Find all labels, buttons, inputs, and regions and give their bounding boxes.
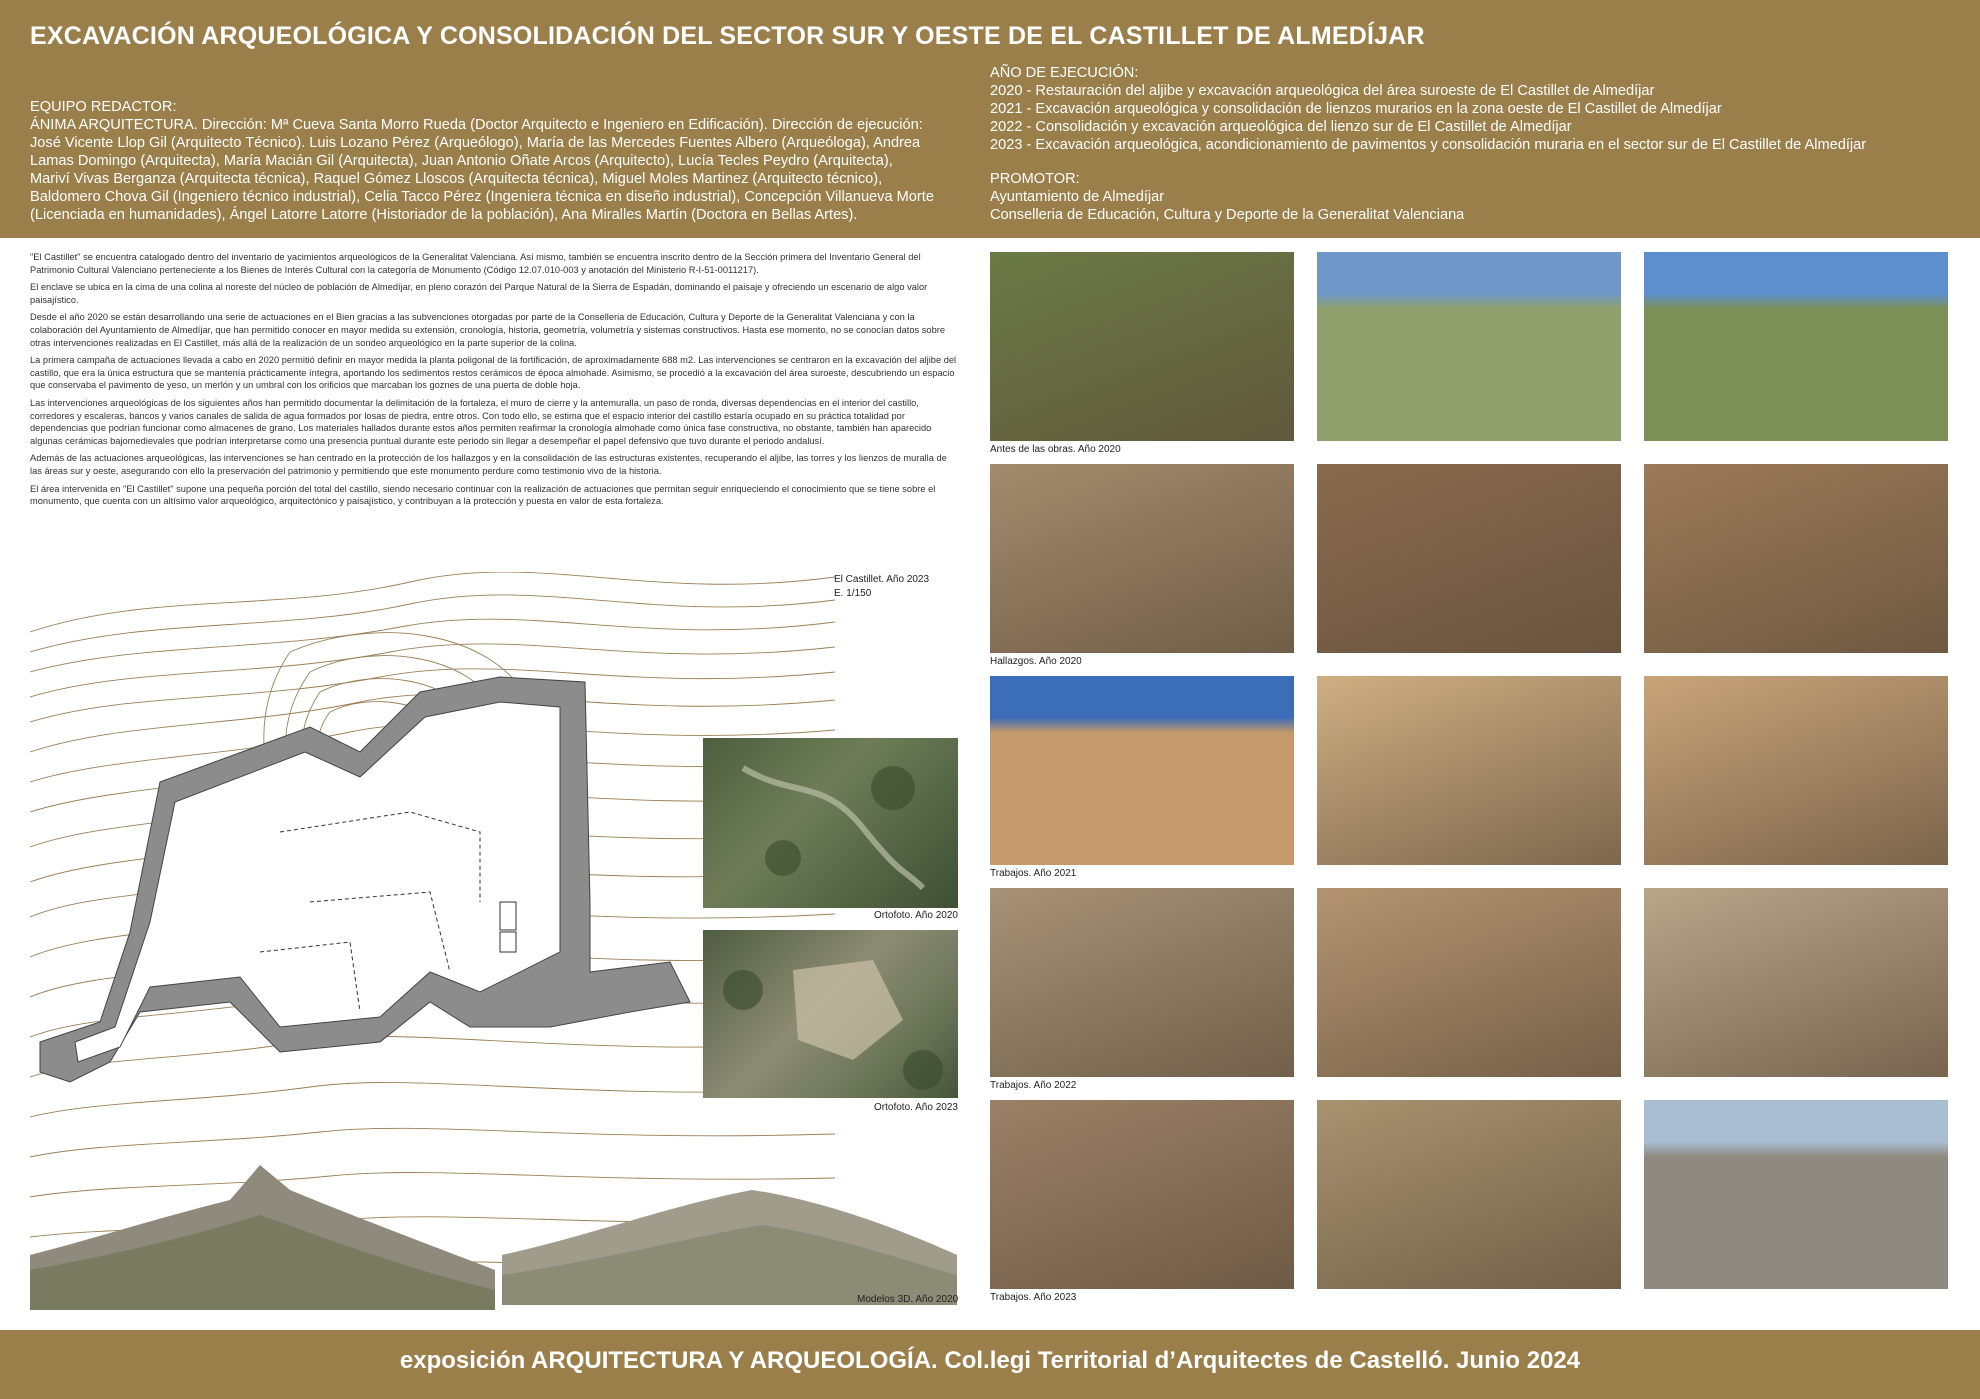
plan-scale: E. 1/150	[834, 588, 872, 599]
orthophoto-2023-texture	[703, 930, 958, 1098]
team-line: Lamas Domingo (Arquitecta), María Macián Gil (Arquitecta), Juan Antonio Oñate Arcos (Arquitecto), Lucía Tecles Peydro (Arquitecta),	[30, 153, 893, 169]
orthophoto-2023-caption: Ortofoto. Año 2023	[874, 1102, 958, 1113]
footer-text: exposición ARQUITECTURA Y ARQUEOLOGÍA. Col.legi Territorial d’Arquitectes de Castelló. Junio 2024	[399, 1347, 1581, 1374]
site-photo	[990, 464, 1294, 653]
orthophoto-2023	[703, 930, 958, 1098]
site-photo	[1644, 464, 1948, 653]
site-photo	[990, 252, 1294, 441]
site-photo	[1317, 252, 1621, 441]
site-photo	[990, 888, 1294, 1077]
team-line: José Vicente Llop Gil (Arquitecto Técnico). Luis Lozano Pérez (Arqueólogo), María de las Mercedes Fuentes Albero (Arqueóloga), Andrea	[30, 135, 921, 151]
3d-model-left	[30, 1160, 495, 1310]
description-paragraph: Además de las actuaciones arqueológicas, las intervenciones se han centrado en la protección de los hallazgos y en la consolidación de las estructuras existentes, recuperando el aljibe, las torres y los lienzos de muralla de las áreas sur y oeste, asegurando con ello la preservación del patrimonio y permitiendo que este monumento perdure como testimonio vivo de la historia.	[30, 453, 947, 476]
team-line: ÁNIMA ARQUITECTURA. Dirección: Mª Cueva Santa Morro Rueda (Doctor Arquitecto e Ingeniero en Edificación). Dirección de ejecución:	[30, 117, 923, 133]
orthophoto-2020-caption: Ortofoto. Año 2020	[874, 910, 958, 921]
years-line: 2021 - Excavación arqueológica y consolidación de lienzos murarios en la zona oeste de El Castillet de Almedíjar	[990, 101, 1722, 117]
promoter-block	[990, 170, 1950, 224]
description-paragraph: La primera campaña de actuaciones llevada a cabo en 2020 permitió definir en mayor medida la planta poligonal de la fortificación, de aproximadamente 688 m2. Las intervenciones se centraron en la excavación del aljibe del castillo, que era la única estructura que se mantenía prácticamente íntegra, aportando los sedimentos restos cerámicos de época almohade. Asimismo, se procedió a la excavación del área suroeste, descubriendo un espacio que conservaba el pavimento de yeso, un merlón y un umbral con los orificios que marcaban los goznes de una puerta de doble hoja.	[30, 355, 957, 391]
team-block	[30, 98, 970, 224]
execution-years-block	[990, 64, 1950, 154]
photo-caption: Trabajos. Año 2023	[990, 1292, 1077, 1303]
site-photo	[990, 676, 1294, 865]
team-line: (Licenciada en humanidades), Ángel Latorre Latorre (Historiador de la población), Ana Miralles Martín (Doctora en Bellas Artes).	[30, 207, 858, 223]
footer-band	[0, 1330, 1980, 1399]
orthophoto-2020	[703, 738, 958, 908]
3d-models-caption: Modelos 3D. Año 2020	[857, 1294, 959, 1305]
team-line: Mariví Vivas Berganza (Arquitecta técnica), Raquel Gómez Lloscos (Arquitecta técnica), Miguel Moles Martinez (Arquitecto técnico),	[30, 171, 883, 187]
description-paragraph: El área intervenida en "El Castillet" supone una pequeña porción del total del castillo, siendo necesario continuar con la realización de actuaciones que permitan seguir enriqueciendo el conocimiento que se tiene sobre el monumento, que cuenta con un altísimo valor arqueológico, arquitectónico y paisajístico, y contribuyan a la protección y puesta en valor de esta fortaleza.	[30, 483, 936, 507]
site-photo	[1317, 888, 1621, 1077]
promoter-line: Ayuntamiento de Almedíjar	[990, 189, 1165, 205]
description-paragraph: Las intervenciones arqueológicas de los siguientes años han permitido documentar la delimitación de la fortaleza, el muro de cierre y la antemuralla, un paso de ronda, diversas dependencias en el interior del castillo, corredores y escaleras, bancos y varios canales de salida de agua formados por losas de piedra, entre otros. Con todo ello, se estima que el espacio interior del castillo estaría ocupado en su práctica totalidad por dependencias que podrían funcionar como almacenes de grano. Los materiales hallados durante estos años permiten reafirmar la cronología almohade como única fase constructiva, no obstante, también han aparecido algunas cerámicas bajomedievales que podrían interpretarse como una presencia puntual durante este periodo sin llegar a desempeñar el papel defensivo que tuvo durante el periodo andalusí.	[30, 397, 932, 446]
site-photo	[1644, 888, 1948, 1077]
site-photo	[1644, 676, 1948, 865]
site-photo	[1644, 1100, 1948, 1289]
photo-caption: Trabajos. Año 2021	[990, 868, 1077, 879]
plan-label: El Castillet. Año 2023	[834, 574, 930, 585]
wall-details	[500, 902, 516, 952]
orthophoto-2020-texture	[703, 738, 958, 908]
site-photo	[1317, 676, 1621, 865]
3d-model-right	[502, 1175, 957, 1305]
description-text	[30, 251, 960, 513]
site-photo	[1644, 252, 1948, 441]
photo-caption: Antes de las obras. Año 2020	[990, 444, 1121, 455]
team-line: Baldomero Chova Gil (Ingeniero técnico industrial), Celia Tacco Pérez (Ingeniera técnica en diseño industrial), Concepción Villanueva Morte	[30, 189, 934, 205]
photo-caption: Hallazgos. Año 2020	[990, 656, 1082, 667]
description-paragraph: Desde el año 2020 se están desarrollando una serie de actuaciones en el Bien gracias a las subvenciones otorgadas por parte de la Conselleria de Educación, Cultura y Deporte de la Generalitat Valenciana y con la colaboración del Ayuntamiento de Almedíjar, que han permitido conocer en mayor medida su extensión, cronología, historia, geometría, volumetría y sistemas constructivos. Hasta ese momento, no se conocían datos sobre otras intervenciones realizadas en El Castillet, más allá de la realización de un sondeo arqueológico en la parte superior de la colina.	[30, 312, 946, 348]
promoter-line: PROMOTOR:	[990, 171, 1080, 187]
years-line: 2023 - Excavación arqueológica, acondicionamiento de pavimentos y consolidación muraria en el sector sur de El Castillet de Almedíjar	[990, 137, 1867, 153]
photo-caption: Trabajos. Año 2022	[990, 1080, 1077, 1091]
header-band	[0, 0, 1980, 238]
team-line: EQUIPO REDACTOR:	[30, 99, 177, 115]
site-photo	[1317, 464, 1621, 653]
years-line: 2022 - Consolidación y excavación arqueológica del lienzo sur de El Castillet de Almedíjar	[990, 119, 1572, 135]
site-photo	[990, 1100, 1294, 1289]
description-paragraph: El enclave se ubica en la cima de una colina al noreste del núcleo de población de Almedíjar, en pleno corazón del Parque Natural de la Sierra de Espadán, dominando el paisaje y ofreciendo un escenario de algo valor paisajístico.	[30, 282, 928, 305]
years-line: AÑO DE EJECUCIÓN:	[990, 65, 1139, 81]
years-line: 2020 - Restauración del aljibe y excavación arqueológica del área suroeste de El Castillet de Almedíjar	[990, 83, 1655, 99]
description-paragraph: "El Castillet" se encuentra catalogado dentro del inventario de yacimientos arqueológicos de la Generalitat Valenciana. Así mismo, también se encuentra inscrito dentro de la Sección primera del Inventario General del Patrimonio Cultural Valenciano perteneciente a los Bienes de Interés Cultural con la categoría de Monumento (Código 12.07.010-003 y anotación del Ministerio R-I-51-0011217).	[30, 252, 921, 275]
site-photo	[1317, 1100, 1621, 1289]
promoter-line: Conselleria de Educación, Cultura y Deporte de la Generalitat Valenciana	[990, 207, 1465, 223]
poster-title: EXCAVACIÓN ARQUEOLÓGICA Y CONSOLIDACIÓN DEL SECTOR SUR Y OESTE DE EL CASTILLET DE ALMEDÍJAR	[30, 22, 1425, 50]
